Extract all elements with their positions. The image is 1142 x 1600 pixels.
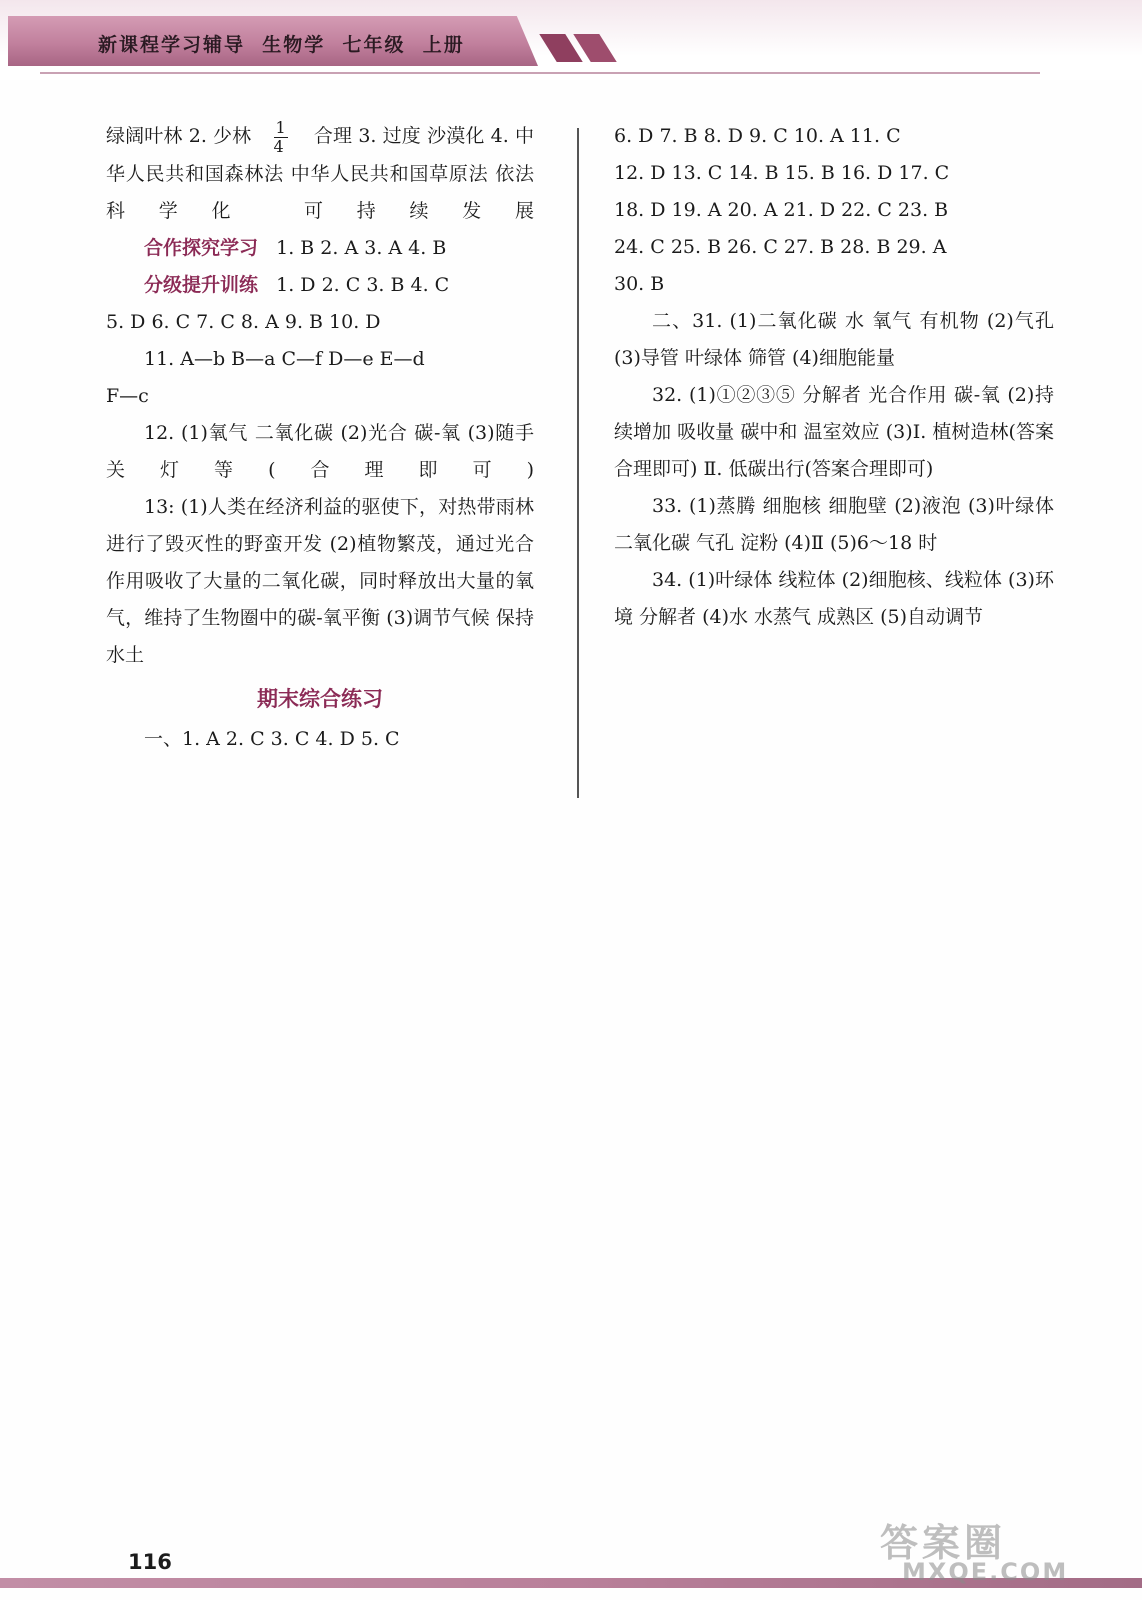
page-number: 116	[128, 1550, 172, 1574]
tier-answers-line	[106, 267, 534, 304]
section-title: 期末综合练习	[257, 685, 383, 711]
answer-paragraph: 12. (1)氧气 二氧化碳 (2)光合 碳-氧 (3)随手关灯等(合理即可)	[106, 421, 534, 481]
answer-line: F—c	[106, 384, 149, 407]
answer-paragraph: 32. (1)①②③⑤ 分解者 光合作用 碳-氧 (2)持续增加 吸收量 碳中和 温室效应 (3)Ⅰ. 植树造林(答案合理即可) Ⅱ. 低碳出行(答案合理即可)	[614, 384, 1054, 480]
fraction-numerator: 1	[275, 117, 286, 137]
answer-line: 24. C 25. B 26. C 27. B 28. B 29. A	[614, 236, 947, 258]
answer-line: 11. A—b B—a C—f D—e E—d	[144, 347, 425, 370]
answer-paragraph: 二、31. (1)二氧化碳 水 氧气 有机物 (2)气孔 (3)导管 叶绿体 筛管 (4)细胞能量	[614, 310, 1054, 369]
coop-answers-line	[106, 230, 534, 267]
answer-text: 合理 3. 过度 沙漠化 4. 中华人民共和国森林法 中华人民共和国草原法 依法 科学化 可持续发展	[106, 125, 534, 222]
answer-line: 6. D 7. B 8. D 9. C 10. A 11. C	[614, 125, 901, 147]
watermark-logo	[880, 1512, 1130, 1592]
answer-paragraph: 33. (1)蒸腾 细胞核 细胞壁 (2)液泡 (3)叶绿体 二氧化碳 气孔 淀粉 (4)Ⅱ (5)6～18 时	[614, 495, 1054, 554]
answer-line: 5. D 6. C 7. C 8. A 9. B 10. D	[106, 310, 381, 333]
answer-paragraph	[106, 118, 534, 230]
fraction-denominator: 4	[273, 136, 284, 156]
header-title: 新课程学习辅导 生物学 七年级 上册	[98, 34, 465, 56]
answer-line: 18. D 19. A 20. A 21. D 22. C 23. B	[614, 199, 949, 221]
right-column	[614, 118, 1054, 636]
left-column	[106, 118, 534, 758]
answer-text: 绿阔叶林 2. 少林	[106, 125, 252, 147]
watermark-site: MXQE.COM	[902, 1558, 1069, 1586]
answer-paragraph: 13: (1)人类在经济利益的驱使下，对热带雨林进行了毁灭性的野蛮开发 (2)植物繁茂，通过光合作用吸收了大量的二氧化碳，同时释放出大量的氧气，维持了生物圈中的碳-氧平衡 (3)调节气候 保持水土	[106, 495, 534, 666]
watermark-mark: 答案圈	[880, 1521, 1007, 1565]
answer-paragraph: 34. (1)叶绿体 线粒体 (2)细胞核、线粒体 (3)环境 分解者 (4)水 水蒸气 成熟区 (5)自动调节	[614, 569, 1054, 628]
fraction	[274, 119, 288, 156]
section-label: 合作探究学习	[144, 236, 259, 259]
answer-text: 1. B 2. A 3. A 4. B	[276, 236, 447, 259]
answer-text: 1. D 2. C 3. B 4. C	[276, 273, 450, 296]
answer-line: 一、1. A 2. C 3. C 4. D 5. C	[144, 727, 400, 750]
answer-line: 12. D 13. C 14. B 15. B 16. D 17. C	[614, 162, 950, 184]
answer-line: 30. B	[614, 273, 665, 295]
header-rule	[40, 72, 1040, 74]
section-label: 分级提升训练	[144, 273, 259, 296]
column-divider	[577, 128, 579, 798]
